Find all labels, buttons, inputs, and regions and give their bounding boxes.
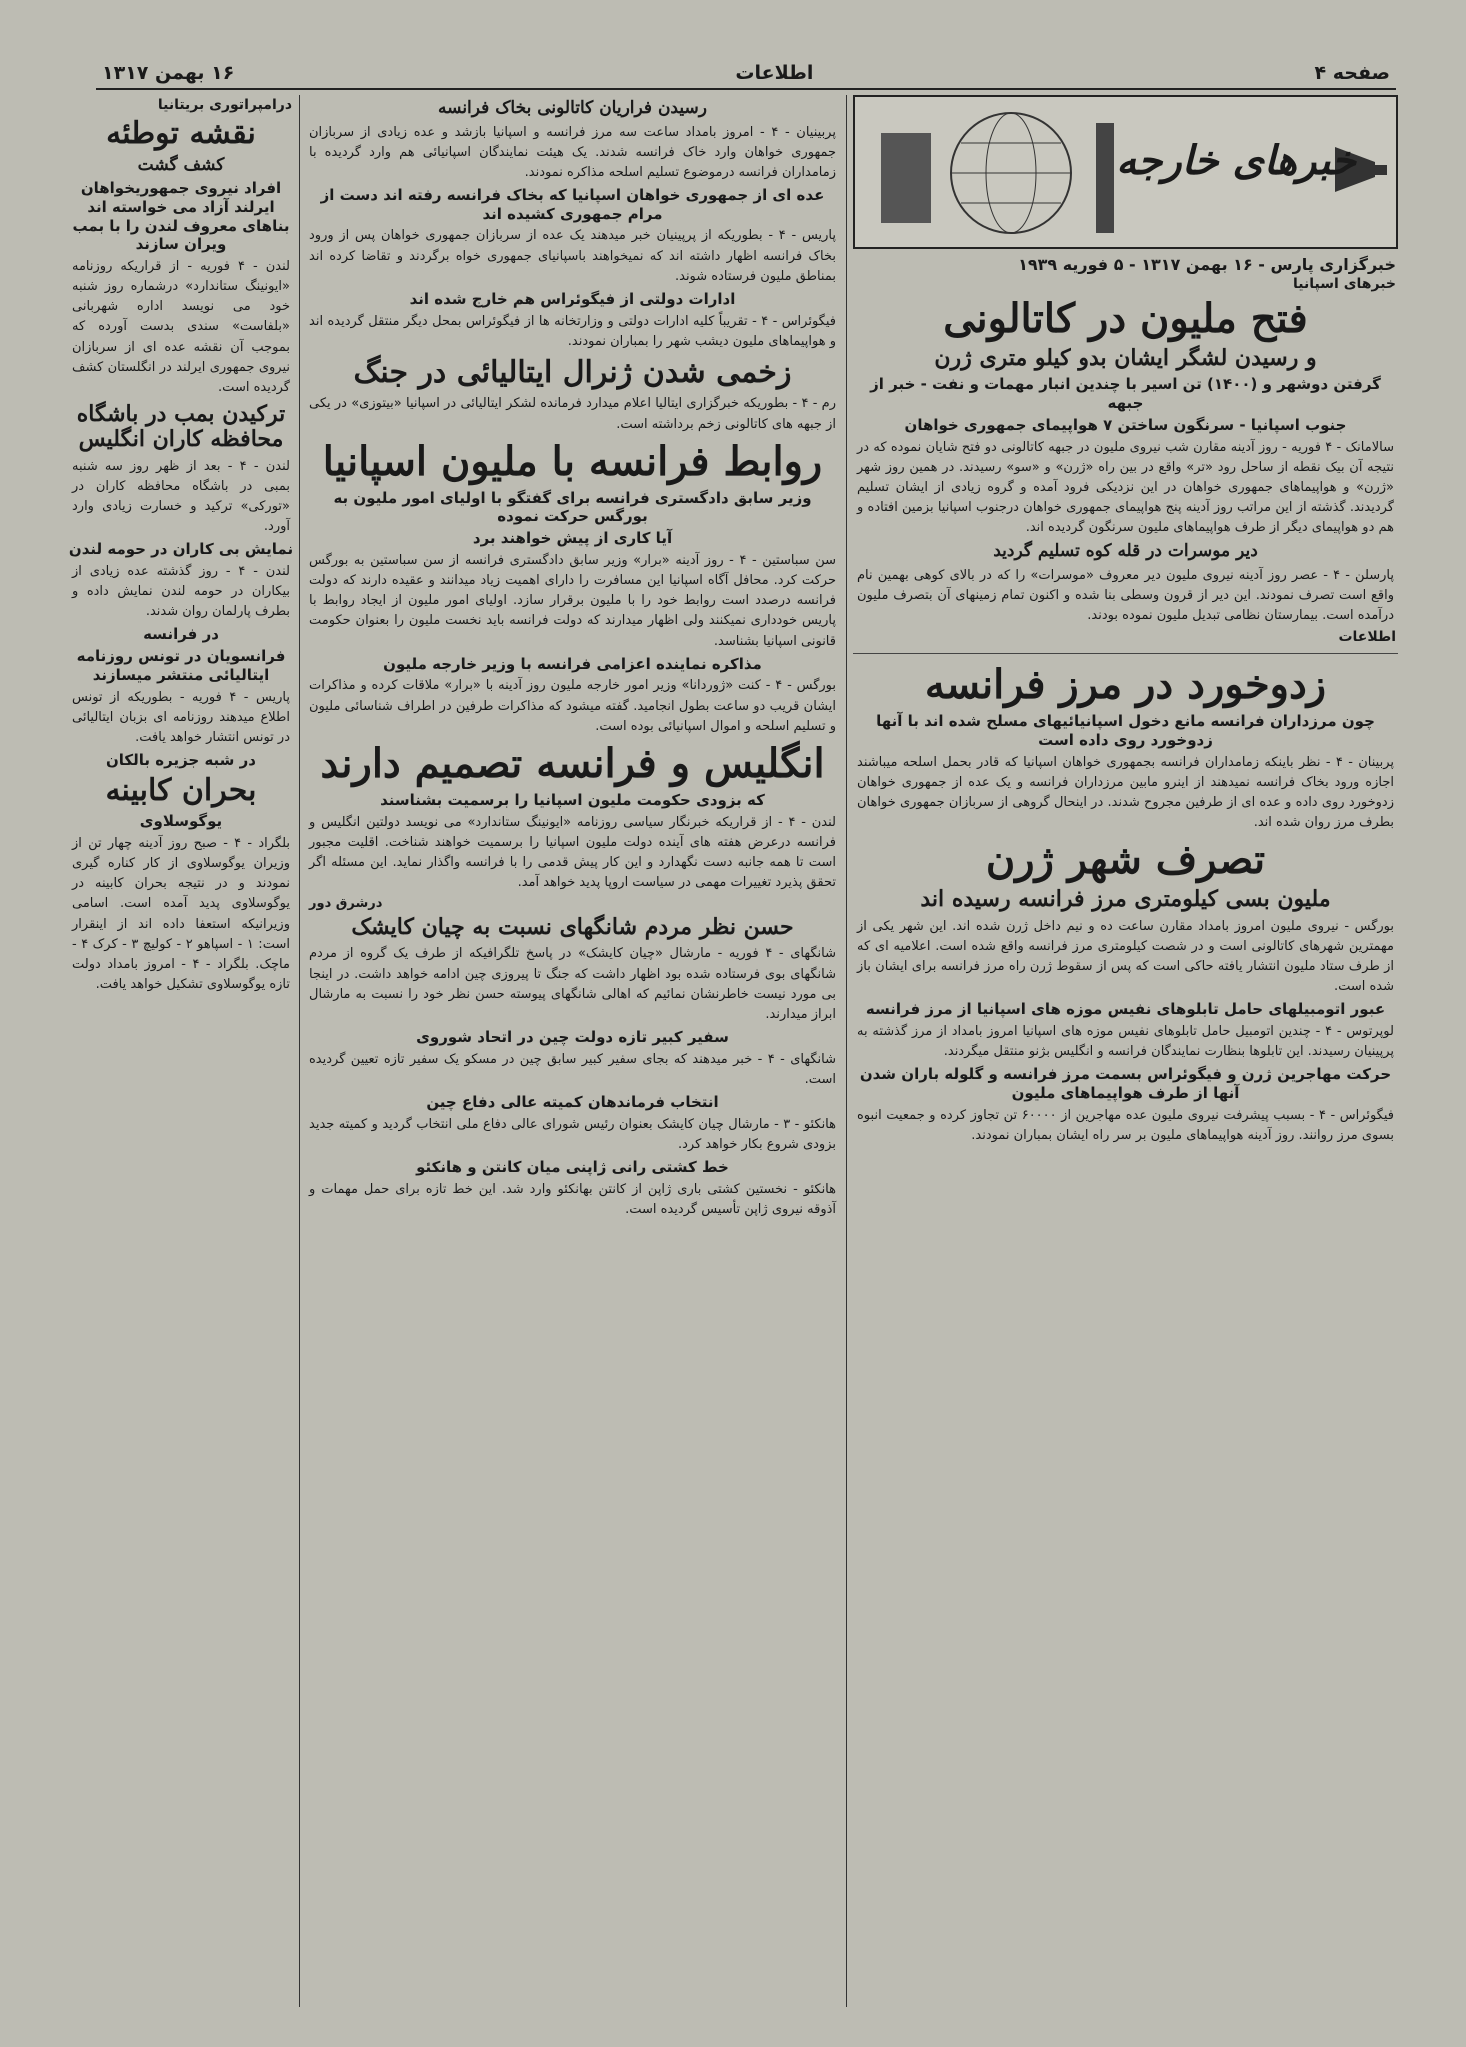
headline: سفیر کبیر تازه دولت چین در اتحاد شوروی [416, 1028, 729, 1046]
headline: انتخاب فرماندهان کمیته عالی دفاع چین [426, 1093, 719, 1112]
divider [853, 653, 1398, 654]
section-label: درشرق دور [309, 896, 383, 912]
headline: زدوخورد در مرز فرانسه [924, 661, 1327, 709]
dateline: خبرگزاری پارس - ۱۶ بهمن ۱۳۱۷ - ۵ فوریه ۱۹۳۹ [1018, 255, 1396, 274]
headline: رسیدن فراریان کاتالونی بخاک فرانسه [438, 98, 707, 118]
headline: حسن نظر مردم شانگهای نسبت به چیان کایشک [351, 914, 794, 941]
foreign-news-banner [853, 95, 1398, 249]
headline: فتح ملیون در کاتالونی [943, 295, 1308, 342]
headline: فرانسویان در تونس روزنامه ایتالیائی منتشر میسازند [76, 647, 286, 684]
middle-column [305, 95, 840, 1223]
article-body: هانکئو - ۳ - مارشال چیان کایشک بعنوان رئیس شورای عالی دفاع ملی انتخاب گردید و کمیته جدید بزودی شروع بکار خواهد کرد. [309, 1116, 837, 1152]
article-body: لندن - ۴ فوریه - از قراریکه روزنامه «ایونینگ ستاندارد» درشماره روز شنبه خود می نویسد اداره شهربانی «بلفاست» سندی بدست آورده که بموجب آن نقشه عده ای از سربازان نیروی جمهوری ایرلند در انگلستان کشف گردیده است. [72, 259, 290, 395]
article-body: بورگس - ۴ - کنت «ژوردانا» وزیر امور خارجه ملیون روز آدینه با «برار» ملاقات کرده و مذاکرات ایشان قریب دو ساعت بطول انجامید. گفته میشود که مذاکرات طرفین در اطراف شناسائی ملیون و تسلیم اسلحه و اموال اسپانیائی بوده است. [309, 678, 836, 734]
headline: بحران کابینه [105, 772, 257, 808]
article-body: هانکئو - نخستین کشتی باری ژاپن از کانتن بهانکئو وارد شد. این خط تازه برای حمل مهمات و آذوقه نیروی ژاپن تأسیس گردیده است. [309, 1181, 836, 1217]
headline-deck: افراد نیروی جمهوریخواهان ایرلند آزاد می خواسته اند بناهای معروف لندن را با بمب ویران سازند [72, 179, 290, 254]
headline: روابط فرانسه با ملیون اسپانیا [322, 437, 823, 485]
article-body: بلگراد - ۴ - صبح روز آدینه چهار تن از وزیران یوگوسلاوی از کار کناره گیری نمودند و در نتیجه بحران کابینه در یوگوسلاوی پدید آمده است. اسامی وزیرانیکه استعفا داده اند از اینقرار است: ۱ - اسپاهو ۲ - کولیچ ۳ - کرک ۴ - ماچک. بلگراد - ۴ - امروز بامداد دولت تازه یوگوسلاوی تشکیل خواهد یافت. [72, 836, 290, 993]
article-body: لوپرتوس - ۴ - چندین اتومبیل حامل تابلوهای نفیس موزه های اسپانیا امروز بامداد از مرز گذشته به پرپینیان رسیدند. این تابلوها بنظارت نمایندگان فرانسه و انگلیس بژنو منتقل میگردند. [857, 1023, 1394, 1060]
left-column [68, 95, 294, 998]
article-body: فیگوئراس - ۴ - بسبب پیشرفت نیروی ملیون عده مهاجرین از ۶۰۰۰۰ تن تجاوز کرده و جمعیت انبوه بسوی مرز روانند. روز آدینه هواپیماهای ملیون بر سر راه ایشان بمباران نمودند. [857, 1107, 1394, 1143]
article-body: لندن - ۴ - از قراریکه خبرنگار سیاسی روزنامه «ایونینگ ستاندارد» می نویسد دولتین انگلیس و فرانسه درعرض هفته های آینده دولت ملیون اسپانیا را برسمیت خواهند شناخت. اقلیت مجبور است تا همه جانبه دست نگهدارد و این کار پیش قدمی را با فرانسه واگذار نماید. این مسئله اگر تحقق پذیرد تغییرات مهمی در سیاست اروپا پدید خواهد آمد. [309, 814, 837, 890]
headline: نقشه توطئه [106, 116, 256, 151]
column-rule [299, 95, 300, 2007]
headline-deck: وزیر سابق دادگستری فرانسه برای گفتگو با اولیای امور ملیون به بورگس حرکت نموده [333, 488, 812, 526]
article-body: سن سباستین - ۴ - روز آدینه «برار» وزیر سابق دادگستری فرانسه از سن سباستین به بورگس حرکت کرد. محافل آگاه اسپانیا این مسافرت را دارای اهمیت زیاد میدانند و عقیده دارند که دولت فرانسه درصدد است روابط خود را با ملیون برقرار سازد. اولیای امور ملیون از ایجاد روابط با پاریس خودداری نمیکنند ولی اظهار میدارند که دولت فرانسه باید نخست ملیون را بعنوان حکومت قانونی اسپانیا بشناسد. [309, 552, 836, 649]
headline-deck: آیا کاری از پیش خواهند برد [472, 529, 673, 548]
headline: خط کشتی رانی ژاپنی میان کانتن و هانکئو [416, 1158, 729, 1177]
headline-sub: یوگوسلاوی [139, 812, 223, 831]
headline: ادارات دولتی از فیگوئراس هم خارج شده اند [409, 289, 736, 308]
article-body: لندن - ۴ - روز گذشته عده زیادی از بیکاران در حومه لندن نمایش داده و بطرف پارلمان روان شدند. [72, 563, 290, 620]
article-body: شانگهای - ۴ - خبر میدهند که بجای سفیر کبیر سابق چین در مسکو یک سفیر تازه تعیین گردیده است. [309, 1051, 836, 1087]
headline: تصرف شهر ژرن [985, 836, 1266, 884]
article-body: فیگوئراس - ۴ - تقریباً کلیه ادارات دولتی و وزارتخانه ها از فیگوئراس بمحل دیگر منتقل گردیده اند و هواپیماهای ملیون دیشب شهر را بمباران نمودند. [309, 313, 836, 349]
article-body: بورگس - نیروی ملیون امروز بامداد مقارن ساعت ده و نیم داخل ژرن شده اند. این شهر یکی از مهمترین شهرهای کاتالونی است و در شصت کیلومتری مرز فرانسه واقع شده است. اعلامیه ای که از طرف ستاد ملیون انتشار یافته حاکی است که پس از سقوط ژرن راه مرز فرانسه برای ایشان باز شده است. [857, 918, 1394, 994]
banner-title: خبرهای خارجه [1116, 137, 1356, 184]
headline-sub: کشف گشت [137, 154, 225, 175]
headline-sub: و رسیدن لشگر ایشان بدو کیلو متری ژرن [934, 345, 1317, 371]
section-label: درامپراتوری بریتانیا [157, 97, 292, 113]
article-body: پاریس - ۴ - بطوریکه از پرپینیان خبر میدهند یک عده از سربازان جمهوری خواهان پس از ورود بخاک فرانسه اظهار داشته اند که نمیخواهند باسپانیای جمهوری خواه برگردند و تقاضا کرده اند بمناطق ملیون فرستاده شوند. [309, 228, 836, 284]
article-body: لندن - ۴ - بعد از ظهر روز سه شنبه بمبی در باشگاه محافظه کاران در «تورکی» ترکید و خسارت زیادی وارد آورد. [72, 458, 290, 535]
headline: حرکت مهاجرین ژرن و فیگوئراس بسمت مرز فرانسه و گلوله باران شدن آنها از طرف هواپیماهای ملیون [859, 1065, 1392, 1102]
headline: انگلیس و فرانسه تصمیم دارند [320, 739, 825, 787]
section-label: در فرانسه [143, 625, 219, 644]
headline: دیر موسرات در قله کوه تسلیم گردید [993, 541, 1258, 562]
headline: ترکیدن بمب در باشگاه محافظه کاران انگلیس [76, 401, 286, 453]
article-body: شانگهای - ۴ فوریه - مارشال «چیان کایشک» در پاسخ تلگرافیکه از طرف یک گروه از مردم شانگهای بوی فرستاده شده بود اظهار داشت که جنگ تا پیروزی چین ادامه خواهد داشت. در اینجا بی مورد نیست خاطرنشان نمائیم که اهالی شانگهای پیوسته حسن نظر خود را نسبت به مارشال ابراز میدارند. [309, 946, 836, 1022]
paper-name: اطلاعات [735, 62, 814, 84]
headline: عبور اتومبیلهای حامل تابلوهای نفیس موزه های اسپانیا از مرز فرانسه [865, 1000, 1386, 1019]
headline-deck: که بزودی حکومت ملیون اسپانیا را برسمیت بشناسند [380, 790, 765, 809]
headline-deck: چون مرزداران فرانسه مانع دخول اسپانیائیهای مسلح شده اند با آنها زدوخورد روی داده است [876, 712, 1375, 749]
section-label: خبرهای اسپانیا [1293, 276, 1396, 292]
issue-date: ۱۶ بهمن ۱۳۱۷ [102, 62, 235, 84]
source-label: اطلاعات [1338, 629, 1396, 646]
article-body: پربینان - ۴ - نظر باینکه زمامداران فرانسه بجمهوری خواهان اسپانیا که قادر بحمل اسلحه میباشند اجازه ورود بخاک فرانسه نمیدهند از اینرو مابین مرزداران فرانسه و یک عده از جمهوری خواهان زدوخورد روی داده و عده ای از طرفین مجروح شدند. در اینحال گروهی از سربازان جمهوری خواهان بطرف مرز روان شده اند. [857, 754, 1394, 831]
headline: نمایش بی کاران در حومه لندن [68, 540, 294, 559]
article-body: سالامانک - ۴ فوریه - روز آدینه مقارن شب نیروی ملیون در جبهه کاتالونی دو فتح شایان نموده که در نتیجه آن بیک نقطه از ساحل رود «تر» واقع در بین راه «ژرن» و «سو» رسیدند. در همین روز شهر «ژرن» و هواپیماهای جمهوری خواهان در این نزدیکی فرود آمده و گروه زیادی از ایشان تسلیم گردیدند. گذشته از این مراتب روز آدینه پنج هواپیمای جمهوری خواهان درجنوب اسپانیا بزمین افتاده و هم دو هواپیمای دیگر از طرف هواپیماهای ملیون سرنگون گردیده اند. [857, 439, 1394, 536]
column-rule [846, 95, 847, 2007]
article-body: پربینیان - ۴ - امروز بامداد ساعت سه مرز فرانسه و اسپانیا بازشد و عده زیادی از سربازان جمهوری خواهان وارد خاک فرانسه شدند. یک هیئت نمایندگان اسپانیائی هم وارد گردیده با زمامداران فرانسه درموضوع تسلیم اسلحه مذاکره نمودند. [309, 124, 836, 180]
headline-deck: گرفتن دوشهر و (۱۴۰۰) تن اسیر با چندین انبار مهمات و نفت - خبر از جبهه [870, 375, 1381, 413]
article-body: پاریس - ۴ فوریه - بطوریکه از تونس اطلاع میدهند روزنامه ای بزبان ایتالیائی در تونس انتشار خواهد یافت. [72, 689, 290, 745]
page-number: صفحه ۴ [1314, 62, 1390, 84]
foreign-news-column [853, 95, 1398, 1149]
headline-deck: ملیون بسی کیلومتری مرز فرانسه رسیده اند [920, 886, 1331, 913]
headline-deck: جنوب اسپانیا - سرنگون ساختن ۷ هواپیمای جمهوری خواهان [904, 415, 1347, 434]
headline: مذاکره نماینده اعزامی فرانسه با وزیر خارجه ملیون [383, 654, 762, 673]
article-body: رم - ۴ - بطوریکه خبرگزاری ایتالیا اعلام میدارد فرمانده لشکر ایتالیائی در اسپانیا «بیتوزی» در یکی از جبهه های کاتالونی زخم برداشته است. [309, 396, 836, 432]
headline: عده ای از جمهوری خواهان اسپانیا که بخاک فرانسه رفته اند دست از مرام جمهوری کشیده اند [320, 185, 825, 223]
headline: زخمی شدن ژنرال ایتالیائی در جنگ [353, 354, 792, 390]
masthead [96, 58, 1396, 90]
article-body: پارسلن - ۴ - عصر روز آدینه نیروی ملیون دیر معروف «موسرات» را که در بالای کوهی بهمین نام واقع است تصرف نمودند. این دیر از قرون وسطی بنا شده و اکنون تمام زمینهای آن بتصرف ملیون درآمده است. بیمارستان نظامی تبدیل ملیون نموده بودند. [857, 567, 1395, 624]
section-label: در شبه جزیره بالکان [106, 751, 256, 770]
